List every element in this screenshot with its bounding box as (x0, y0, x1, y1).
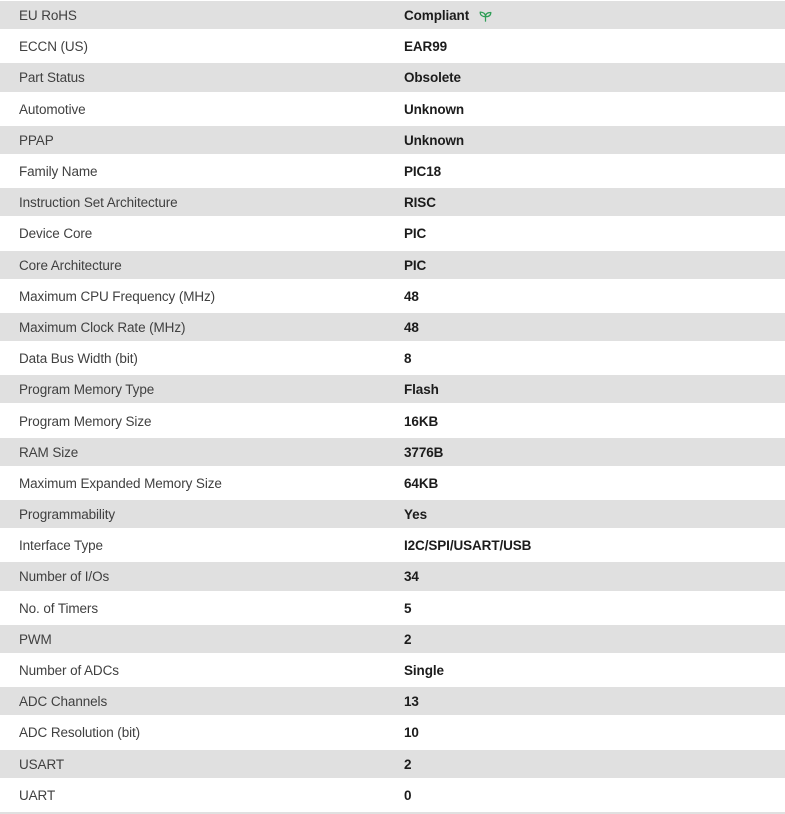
spec-row (0, 468, 785, 499)
spec-row-value (404, 289, 785, 304)
spec-row (0, 156, 785, 187)
spec-row-label: No. of Timers (19, 600, 98, 616)
spec-row-value (404, 8, 785, 23)
spec-row-value (404, 601, 785, 616)
spec-row-value-text: Yes (404, 507, 427, 523)
spec-row (0, 374, 785, 405)
spec-row (0, 94, 785, 125)
spec-row-label: Programmability (19, 507, 116, 523)
spec-row-value-text: 8 (404, 351, 412, 367)
spec-row-value-text: Compliant (404, 8, 470, 24)
spec-row (0, 530, 785, 561)
spec-row-value-text: Flash (404, 382, 439, 398)
spec-row-label: Program Memory Size (19, 413, 152, 429)
spec-row-label: PPAP (19, 132, 54, 148)
spec-row (0, 749, 785, 780)
spec-row-value-text: 48 (404, 319, 419, 335)
spec-row-label: Number of I/Os (19, 569, 110, 585)
spec-row (0, 686, 785, 717)
spec-row-label: ADC Resolution (bit) (19, 725, 141, 741)
spec-row-value-text: RISC (404, 195, 436, 211)
spec-row (0, 312, 785, 343)
spec-row-value (404, 351, 785, 366)
spec-row (0, 655, 785, 686)
spec-row-value-text: Obsolete (404, 70, 461, 86)
spec-row (0, 780, 785, 811)
spec-row-label: EU RoHS (19, 8, 77, 24)
spec-row-label: UART (19, 787, 56, 803)
spec-row-label: Data Bus Width (bit) (19, 351, 138, 367)
spec-row-value-text: 2 (404, 631, 412, 647)
spec-row-label: Maximum CPU Frequency (MHz) (19, 288, 216, 304)
spec-row-label: RAM Size (19, 444, 79, 460)
spec-row-value-text: 0 (404, 787, 412, 803)
spec-row-label: Maximum Expanded Memory Size (19, 475, 222, 491)
spec-row (0, 561, 785, 592)
spec-row-label: Family Name (19, 164, 98, 180)
spec-row-label: USART (19, 756, 65, 772)
spec-row-label: Instruction Set Architecture (19, 195, 178, 211)
spec-row-value (404, 39, 785, 54)
spec-row (0, 343, 785, 374)
spec-row-value-text: 64KB (404, 475, 439, 491)
spec-row-value-text: 34 (404, 569, 419, 585)
spec-row-value-text: EAR99 (404, 39, 448, 55)
spec-row-value-text: Unknown (404, 101, 465, 117)
spec-row-label: Part Status (19, 70, 85, 86)
spec-row-value (404, 102, 785, 117)
spec-row (0, 593, 785, 624)
spec-row-value-text: 48 (404, 288, 419, 304)
spec-row (0, 437, 785, 468)
spec-row-value-text: 13 (404, 694, 419, 710)
spec-row-value-text: PIC (404, 226, 427, 242)
spec-row (0, 499, 785, 530)
spec-row (0, 125, 785, 156)
eco-leaf-icon (478, 8, 493, 23)
spec-row-value (404, 382, 785, 397)
spec-row-label: Program Memory Type (19, 382, 155, 398)
spec-row (0, 218, 785, 249)
spec-row-value (404, 258, 785, 273)
spec-row-value (404, 195, 785, 210)
spec-row-value (404, 507, 785, 522)
spec-row-label: Number of ADCs (19, 663, 119, 679)
spec-row-value-text: PIC18 (404, 164, 442, 180)
spec-row-value (404, 632, 785, 647)
spec-row-value-text: Single (404, 663, 444, 679)
spec-row-value-text: 16KB (404, 413, 439, 429)
spec-row-value-text: 3776B (404, 444, 444, 460)
spec-row-label: PWM (19, 631, 52, 647)
spec-row (0, 717, 785, 748)
spec-row-value (404, 320, 785, 335)
spec-row-value (404, 476, 785, 491)
spec-row (0, 250, 785, 281)
spec-row-label: Automotive (19, 101, 86, 117)
spec-row-value (404, 133, 785, 148)
spec-row-value (404, 164, 785, 179)
spec-row-value (404, 694, 785, 709)
spec-row-label: ADC Channels (19, 694, 108, 710)
spec-row-value-text: 10 (404, 725, 419, 741)
spec-row-value (404, 569, 785, 584)
spec-row (0, 405, 785, 436)
spec-row-label: Device Core (19, 226, 93, 242)
spec-row-label: Interface Type (19, 538, 103, 554)
spec-row-label: Maximum Clock Rate (MHz) (19, 319, 186, 335)
spec-row-value (404, 663, 785, 678)
spec-row-value-text: 2 (404, 756, 412, 772)
spec-row (0, 624, 785, 655)
spec-row-value (404, 538, 785, 553)
spec-row (0, 281, 785, 312)
spec-row-value (404, 757, 785, 772)
spec-row-label: Core Architecture (19, 257, 122, 273)
spec-row-value (404, 226, 785, 241)
spec-row (0, 0, 785, 31)
spec-row-value (404, 788, 785, 803)
spec-row-value-text: I2C/SPI/USART/USB (404, 538, 532, 554)
spec-row-value (404, 414, 785, 429)
spec-row-label: ECCN (US) (19, 39, 88, 55)
spec-row-value (404, 725, 785, 740)
spec-row (0, 62, 785, 93)
spec-row-value-text: PIC (404, 257, 427, 273)
spec-row-value (404, 70, 785, 85)
spec-row-value (404, 445, 785, 460)
spec-row (0, 187, 785, 218)
spec-row (0, 31, 785, 62)
spec-row-value-text: Unknown (404, 132, 465, 148)
spec-row-value-text: 5 (404, 600, 412, 616)
